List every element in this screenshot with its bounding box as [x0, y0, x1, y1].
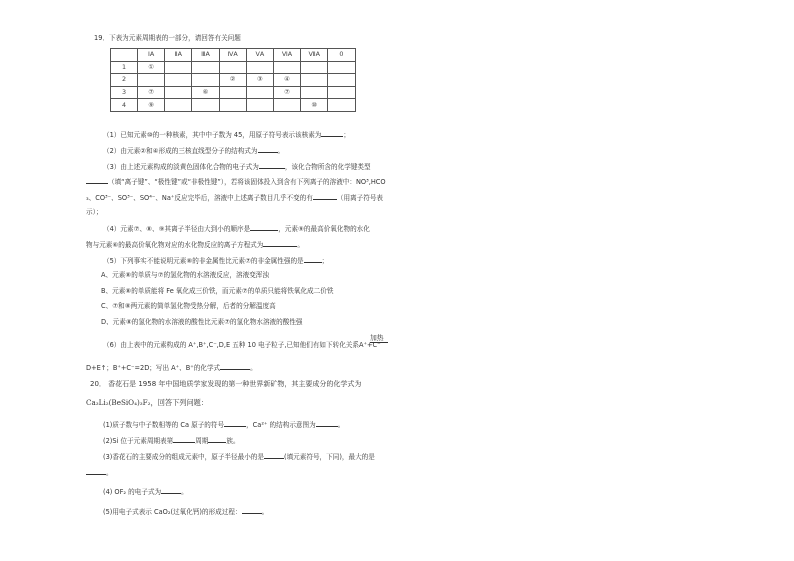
answer-blank: [86, 177, 108, 184]
table-cell: 2: [111, 74, 138, 87]
q20-part3-line2: [86, 468, 113, 478]
table-cell: [328, 86, 355, 99]
q19-part3-line1: [103, 162, 371, 172]
q20-part4-text: (4) OF₂ 的电子式为: [103, 488, 162, 496]
table-cell: ⑦: [273, 86, 300, 99]
q19-part4-text-c: 物与元素⑥的最高价氧化物对应的水化物反应的离子方程式为: [86, 241, 264, 249]
answer-blank: [250, 224, 278, 231]
answer-blank: [316, 420, 338, 427]
table-cell: [328, 99, 355, 112]
q19-part5-text: （5）下列事实不能说明元素⑧的非金属性比元素⑦的非金属性强的是: [103, 257, 304, 265]
q20-formula: Ca₃Li₂(BeSiO₄)₃F₂，回答下列问题：: [86, 398, 209, 407]
answer-blank: [224, 420, 246, 427]
q19-part6-line2: [86, 363, 257, 373]
q19-part3-text-d: ₃、CO³⁻、SO³⁻、SO⁴⁻、Na⁺反应完毕后，溶液中上述离子数目几乎不变的有: [86, 194, 313, 202]
answer-blank: [173, 436, 195, 443]
table-cell: [328, 61, 355, 74]
table-header-cell: ⅢA: [192, 49, 219, 62]
q19-part4-text-d: 。: [297, 241, 304, 249]
q19-part2: [103, 146, 284, 156]
q20-part2: [103, 436, 240, 446]
table-cell: ⑦: [138, 86, 165, 99]
reaction-arrow: [370, 342, 388, 343]
table-cell: [192, 99, 219, 112]
q19-part6-line1: （6）由上表中的元素构成的 A⁺,B⁺,C⁻,D,E 五种 10 电子粒子,已知他们有如下转化关系A⁺+C⁻: [103, 341, 381, 349]
q20-part3-text-a: (3)香花石的主要成分的组成元素中，原子半径最小的是: [103, 453, 264, 461]
table-cell: [246, 61, 273, 74]
q20-part1: [103, 420, 344, 430]
answer-blank: [220, 363, 250, 370]
q20-part5-end: 。: [261, 508, 269, 516]
table-cell: [273, 99, 300, 112]
q20-part3-text-b: (填元素符号，下同)，最大的是: [284, 453, 375, 461]
answer-blank: [259, 162, 285, 169]
table-header-row: [111, 49, 356, 62]
q19-intro: 19．下表为元素周期表的一部分，请回答有关问题: [94, 34, 241, 42]
q19-part3-text-b: ，该化合物所含的化学键类型: [284, 163, 371, 171]
table-cell: [219, 99, 246, 112]
answer-blank: [208, 436, 226, 443]
table-header-cell: 0: [328, 49, 355, 62]
table-cell: [219, 61, 246, 74]
q19-part4-text-a: （4）元素⑦、⑧、⑨其离子半径由大到小的顺序是: [103, 225, 251, 233]
table-cell: [219, 86, 246, 99]
table-header-cell: ⅦA: [301, 49, 328, 62]
table-cell: ④: [273, 74, 300, 87]
q19-part6-end: 。: [250, 364, 257, 372]
table-header-cell: ⅡA: [165, 49, 192, 62]
q19-part1-end: ；: [343, 131, 350, 139]
table-cell: [328, 74, 355, 87]
q19-part3-line4: 示）；: [86, 208, 103, 216]
table-cell: [246, 99, 273, 112]
q20-part4-end: 。: [181, 488, 188, 496]
q20-part1-text-a: (1)质子数与中子数相等的 Ca 原子的符号: [103, 421, 225, 429]
answer-blank: [304, 256, 322, 263]
table-cell: ⑨: [138, 99, 165, 112]
table-row: [111, 74, 356, 87]
q20-part2-text-b: 周期: [195, 437, 209, 445]
table-cell: [165, 99, 192, 112]
q19-part5-end: ；: [321, 257, 329, 265]
q20-intro: 20． 香花石是 1958 年中国地质学家发现的第一种世界新矿物，其主要成分的化学式为: [90, 380, 362, 388]
q19-part4-text-b: ，元素⑨的最高价氧化物的水化: [278, 225, 370, 233]
table-cell: [165, 61, 192, 74]
table-row: [111, 61, 356, 74]
answer-blank: [258, 146, 278, 153]
table-cell: [138, 74, 165, 87]
table-header-cell: ⅤA: [246, 49, 273, 62]
q20-part2-text-c: 族。: [226, 437, 240, 445]
table-cell: ⑥: [192, 86, 219, 99]
q20-part2-text-a: (2)Si 位于元素周期表第: [103, 437, 174, 445]
q19-part2-text: （2）由元素②和④形成的三核直线型分子的结构式为: [103, 147, 258, 155]
answer-blank: [264, 452, 284, 459]
table-cell: ②: [219, 74, 246, 87]
table-cell: ①: [138, 61, 165, 74]
q19-option-d: D、元素⑧的氢化物的水溶液的酸性比元素⑦的氢化物水溶液的酸性强: [101, 318, 303, 326]
q19-part5: [103, 256, 328, 266]
q20-part1-end: 。: [337, 421, 345, 429]
table-cell: [301, 86, 328, 99]
q19-part2-end: 。: [277, 147, 285, 155]
q20-part5: [103, 507, 268, 517]
q19-part4-line1: [103, 224, 370, 234]
answer-blank: [86, 468, 106, 475]
table-cell: 3: [111, 86, 138, 99]
q19-part1: [103, 130, 350, 140]
q20-part4: [103, 487, 188, 497]
q19-part3-text-c: （填“离子键”、“极性键”或“非极性键”），若将该固体投入到含有下列离子的溶液中：NO³,HCO: [108, 178, 386, 186]
q19-part3-text-a: （3）由上述元素构成的淡黄色固体化合物的电子式为: [103, 163, 259, 171]
table-cell: [165, 86, 192, 99]
table-cell: [192, 74, 219, 87]
q20-part3-end: 。: [106, 469, 113, 477]
q19-part6-text-b: D+E↑；B⁺+C⁻=2D；写出 A⁺、B⁺的化学式: [86, 364, 221, 372]
table-cell: ③: [246, 74, 273, 87]
table-cell: [301, 74, 328, 87]
q19-part3-line2: [86, 177, 386, 187]
table-header-cell: ⅥA: [273, 49, 300, 62]
periodic-table: [110, 48, 356, 112]
table-header-cell: ⅣA: [219, 49, 246, 62]
q20-part5-text: (5)用电子式表示 CaO₂(过氧化钙)的形成过程：: [103, 508, 242, 516]
table-row: [111, 86, 356, 99]
heat-condition-label: 加热: [370, 334, 384, 342]
table-row: [111, 99, 356, 112]
q20-part1-text-b: ，Ca²⁺ 的结构示意图为: [246, 421, 316, 429]
table-header-cell: [111, 49, 138, 62]
answer-blank: [242, 507, 262, 514]
answer-blank: [161, 487, 181, 494]
q19-part4-line2: [86, 240, 304, 250]
table-cell: [301, 61, 328, 74]
table-cell: 4: [111, 99, 138, 112]
q19-option-a: A、元素⑧的单质与⑦的氢化物的水溶液反应，溶液变浑浊: [101, 271, 269, 279]
q19-part3-line3: [86, 193, 383, 203]
table-header-cell: ⅠA: [138, 49, 165, 62]
q19-part1-text: （1）已知元素⑩的一种核素，其中中子数为 45，用原子符号表示该核素为: [103, 131, 322, 139]
table-cell: [246, 86, 273, 99]
table-cell: [192, 61, 219, 74]
table-cell: ⑩: [301, 99, 328, 112]
table-cell: [273, 61, 300, 74]
answer-blank: [263, 240, 297, 247]
table-cell: [165, 74, 192, 87]
answer-blank: [313, 193, 337, 200]
q19-option-b: B、元素⑧的单质能将 Fe 氧化成三价铁，而元素⑦的单质只能将铁氧化成二价铁: [101, 287, 334, 295]
answer-blank: [321, 130, 343, 137]
q19-part3-text-e: （用离子符号表: [336, 194, 384, 202]
table-cell: 1: [111, 61, 138, 74]
q19-option-c: C、⑦和⑧两元素的简单氢化物受热分解，后者的分解温度高: [101, 302, 276, 310]
q20-part3: [103, 452, 375, 462]
